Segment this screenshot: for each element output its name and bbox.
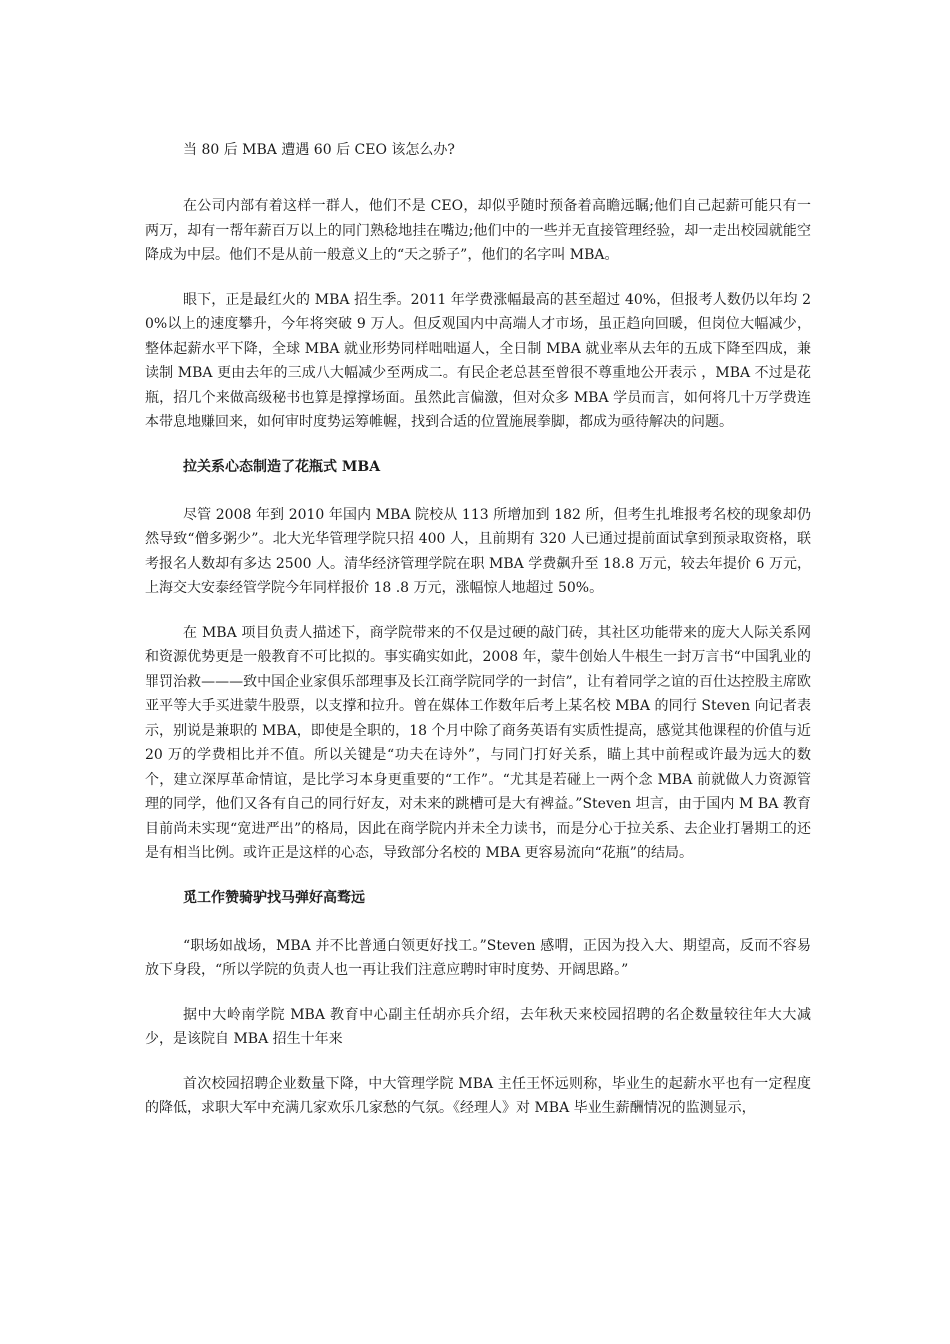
- document-page: [145, 138, 811, 1141]
- intro-paragraph-2: 眼下，正是最红火的 MBA 招生季。2011 年学费涨幅最高的甚至超过 40%，但报考人数仍以年均 20%以上的速度攀升，今年将突破 9 万人。但反观国内中高端人才市场，虽正趋向回暖，但岗位大幅减少，整体起薪水平下降，全球 MBA 就业形势同样咄咄逼人，全日制 MBA 就业率从去年的五成下降至四成，兼读制 MBA 更由去年的三成八大幅减少至两成二。有民企老总甚至曾很不尊重地公开表示 ，MBA 不过是花瓶，招几个来做高级秘书也算是撑撑场面。虽然此言偏激，但对众多 MBA 学员而言，如何将几十万学费连本带息地赚回来，如何审时度势运筹帷幄，找到合适的位置施展拳脚，都成为亟待解决的问题。: [145, 291, 811, 430]
- section2-paragraph-3: 首次校园招聘企业数量下降，中大管理学院 MBA 主任王怀远则称，毕业生的起薪水平也有一定程度的降低，求职大军中充满几家欢乐几家愁的气氛。《经理人》对 MBA 毕业生薪酬情况的监测显示，: [145, 1075, 811, 1116]
- section-heading-1: 拉关系心态制造了花瓶式 MBA: [183, 458, 381, 475]
- section1-paragraph-2: 在 MBA 项目负责人描述下，商学院带来的不仅是过硬的敲门砖，其社区功能带来的庞大人际关系网和资源优势更是一般教育不可比拟的。事实确实如此，2008 年，蒙牛创始人牛根生一封万言书“中国乳业的罪罚治救———致中国企业家俱乐部理事及长江商学院同学的一封信”，让有着同学之谊的百仕达控股主席欧亚平等大手买进蒙牛股票，以支撑和拉升。曾在媒体工作数年后考上某名校 MBA 的同行 Steven 向记者表示，别说是兼职的 MBA，即使是全职的，18 个月中除了商务英语有实质性提高，感觉其他课程的价值与近 20 万的学费相比并不值。所以关键是“功夫在诗外”，与同门打好关系，瞄上其中前程或许最为远大的数个，建立深厚革命情谊，是比学习本身更重要的“工作”。“尤其是若碰上一两个念 MBA 前就做人力资源管理的同学，他们又各有自己的同行好友，对未来的跳槽可是大有裨益。”Steven 坦言，由于国内 M BA 教育目前尚未实现“宽进严出”的格局，因此在商学院内并未全力读书，而是分心于拉关系、去企业打暑期工的还是有相当比例。或许正是这样的心态，导致部分名校的 MBA 更容易流向“花瓶”的结局。: [145, 624, 811, 861]
- intro-paragraph-1: 在公司内部有着这样一群人，他们不是 CEO，却似乎随时预备着高瞻远瞩;他们自己起薪可能只有一两万，却有一帮年薪百万以上的同门熟稔地挂在嘴边;他们中的一些并无直接管理经验，却一走出校园就能空降成为中层。他们不是从前一般意义上的“天之骄子”，他们的名字叫 MBA。: [145, 198, 811, 263]
- section2-paragraph-2: 据中大岭南学院 MBA 教育中心副主任胡亦兵介绍，去年秋天来校园招聘的名企数量较往年大大减少，是该院自 MBA 招生十年来: [145, 1006, 811, 1047]
- section1-paragraph-1: 尽管 2008 年到 2010 年国内 MBA 院校从 113 所增加到 182 所，但考生扎堆报考名校的现象却仍然导致“僧多粥少”。北大光华管理学院只招 400 人，且前期有 320 人已通过提前面试拿到预录取资格，联考报名人数却有多达 2500 人。清华经济管理学院在职 MBA 学费飙升至 18.8 万元，较去年提价 6 万元，上海交大安泰经管学院今年同样报价 18 .8 万元，涨幅惊人地超过 50%。: [145, 506, 811, 596]
- document-title: 当 80 后 MBA 遭遇 60 后 CEO 该怎么办?: [183, 142, 455, 158]
- section2-paragraph-1: “职场如战场，MBA 并不比普通白领更好找工。”Steven 感喟，正因为投入大、期望高，反而不容易放下身段，“所以学院的负责人也一再让我们注意应聘时审时度势、开阔思路。”: [145, 937, 811, 978]
- section-heading-2: 觅工作赞骑驴找马弹好高骛远: [183, 889, 365, 906]
